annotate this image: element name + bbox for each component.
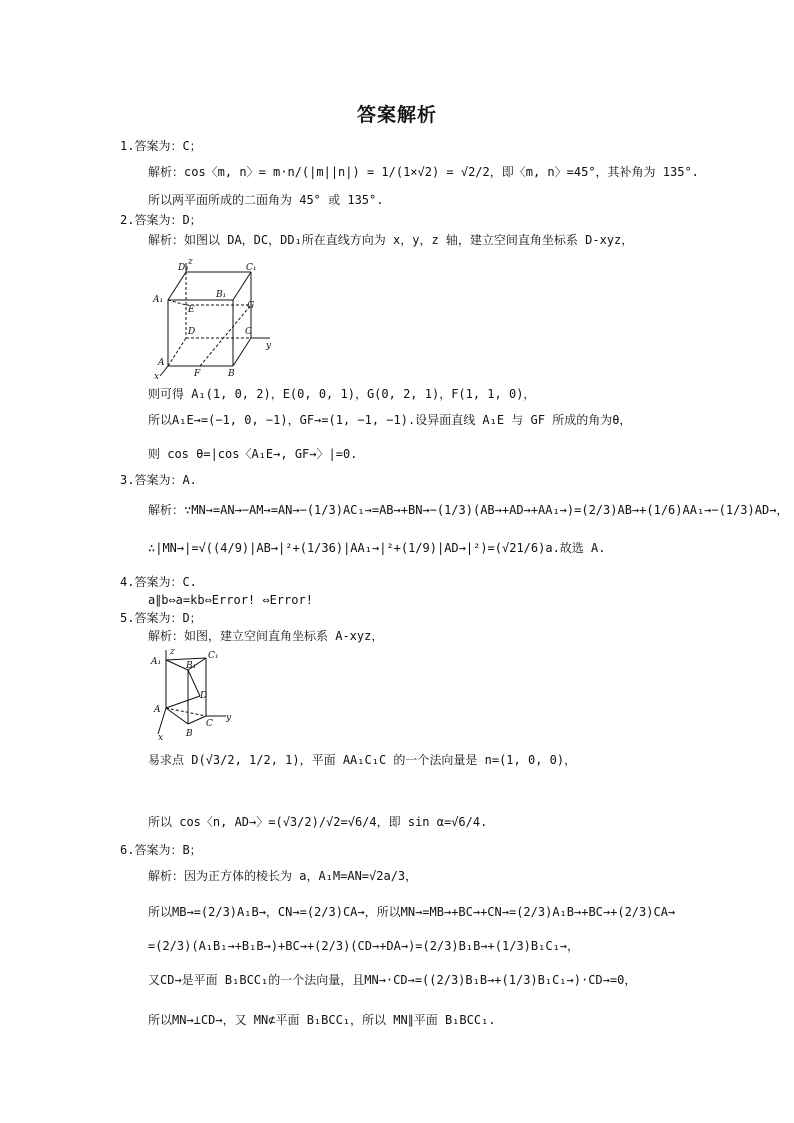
page-title: 答案解析 — [356, 104, 437, 126]
label-c1: C₁ — [208, 651, 219, 661]
label-c: C — [206, 719, 213, 729]
analysis-2-line-3: 所以A₁E→=(−1, 0, −1)，GF→=(1, −1, −1).设异面直线 A₁E 与 GF 所成的角为θ， — [148, 413, 632, 427]
label-d: D — [188, 327, 196, 337]
analysis-1-line-1: 解析：cos〈m, n〉= m·n/(|m||n|) = 1/(1×√2) = √2/2，即〈m, n〉=45°，其补角为 135°. — [148, 165, 699, 179]
label-y: y — [226, 713, 232, 723]
label-z: z — [188, 258, 193, 267]
analysis-5-line-3: 所以 cos〈n, AD→〉=(√3/2)/√2=√6/4，即 sin α=√6/4. — [148, 815, 488, 829]
answer-3: 3.答案为：A. — [120, 473, 197, 487]
label-a: A — [154, 705, 161, 715]
answer-5: 5.答案为：D； — [120, 611, 202, 625]
answer-2: 2.答案为：D； — [120, 213, 202, 227]
analysis-6-line-4: 又CD→是平面 B₁BCC₁的一个法向量，且MN→·CD→=((2/3)B₁B→+(1/3)B₁C₁→)·CD→=0， — [148, 973, 637, 987]
label-x: x — [154, 372, 160, 380]
label-c1: C₁ — [246, 263, 257, 273]
label-d: D — [200, 691, 208, 701]
label-y: y — [266, 341, 272, 351]
label-z: z — [170, 647, 175, 657]
label-c: C — [245, 327, 252, 337]
analysis-3-line-2: ∴|MN→|=√((4/9)|AB→|²+(1/36)|AA₁→|²+(1/9)|AD→|²)=(√21/6)a.故选 A. — [148, 541, 606, 555]
label-b1: B₁ — [186, 661, 197, 671]
cube-figure — [148, 258, 278, 380]
analysis-6-line-3: =(2/3)(A₁B₁→+B₁B→)+BC→+(2/3)(CD→+DA→)=(2/3)B₁B→+(1/3)B₁C₁→， — [148, 939, 580, 953]
analysis-4-line-1: a∥b⇔a=kb⇔Error! ⇔Error! — [148, 593, 313, 607]
label-a1: A₁ — [151, 657, 162, 667]
label-a1: A₁ — [153, 295, 164, 305]
analysis-5-line-1: 解析：如图，建立空间直角坐标系 A-xyz， — [148, 629, 384, 643]
label-b: B — [186, 729, 193, 739]
label-x: x — [158, 733, 164, 740]
analysis-5-line-2: 易求点 D(√3/2, 1/2, 1)，平面 AA₁C₁C 的一个法向量是 n=(1, 0, 0)， — [148, 753, 577, 767]
analysis-6-line-5: 所以MN→⊥CD→，又 MN⊄平面 B₁BCC₁，所以 MN∥平面 B₁BCC₁. — [148, 1013, 496, 1027]
label-e: E — [188, 305, 195, 315]
answer-4: 4.答案为：C. — [120, 575, 197, 589]
analysis-1-line-2: 所以两平面所成的二面角为 45° 或 135°. — [148, 193, 384, 207]
analysis-6-line-1: 解析：因为正方体的棱长为 a，A₁M=AN=√2a/3， — [148, 869, 418, 883]
label-g: G — [247, 301, 255, 311]
answer-1: 1.答案为：C； — [120, 139, 202, 153]
analysis-6-line-2: 所以MB→=(2/3)A₁B→，CN→=(2/3)CA→，所以MN→=MB→+BC→+CN→=(2/3)A₁B→+BC→+(2/3)CA→ — [148, 905, 676, 919]
analysis-2-line-1: 解析：如图以 DA，DC，DD₁所在直线方向为 x，y，z 轴，建立空间直角坐标系 D-xyz， — [148, 233, 634, 247]
analysis-2-line-4: 则 cos θ=|cos〈A₁E→, GF→〉|=0. — [148, 447, 358, 461]
answer-6: 6.答案为：B； — [120, 843, 202, 857]
analysis-3-line-1: 解析：∵MN→=AN→−AM→=AN→−(1/3)AC₁→=AB→+BN→−(1/3)(AB→+AD→+AA₁→)=(2/3)AB→+(1/6)AA₁→−(1/3)AD→， — [148, 503, 789, 517]
prism-figure — [148, 646, 248, 740]
prism-diagram — [148, 646, 248, 740]
label-f: F — [194, 369, 201, 379]
label-a: A — [158, 358, 165, 368]
label-d1: D₁ — [178, 263, 189, 273]
analysis-2-line-2: 则可得 A₁(1, 0, 2)，E(0, 0, 1)，G(0, 2, 1)，F(1, 1, 0)， — [148, 387, 536, 401]
cube-diagram — [148, 258, 278, 380]
label-b: B — [228, 369, 235, 379]
label-b1: B₁ — [216, 290, 227, 300]
